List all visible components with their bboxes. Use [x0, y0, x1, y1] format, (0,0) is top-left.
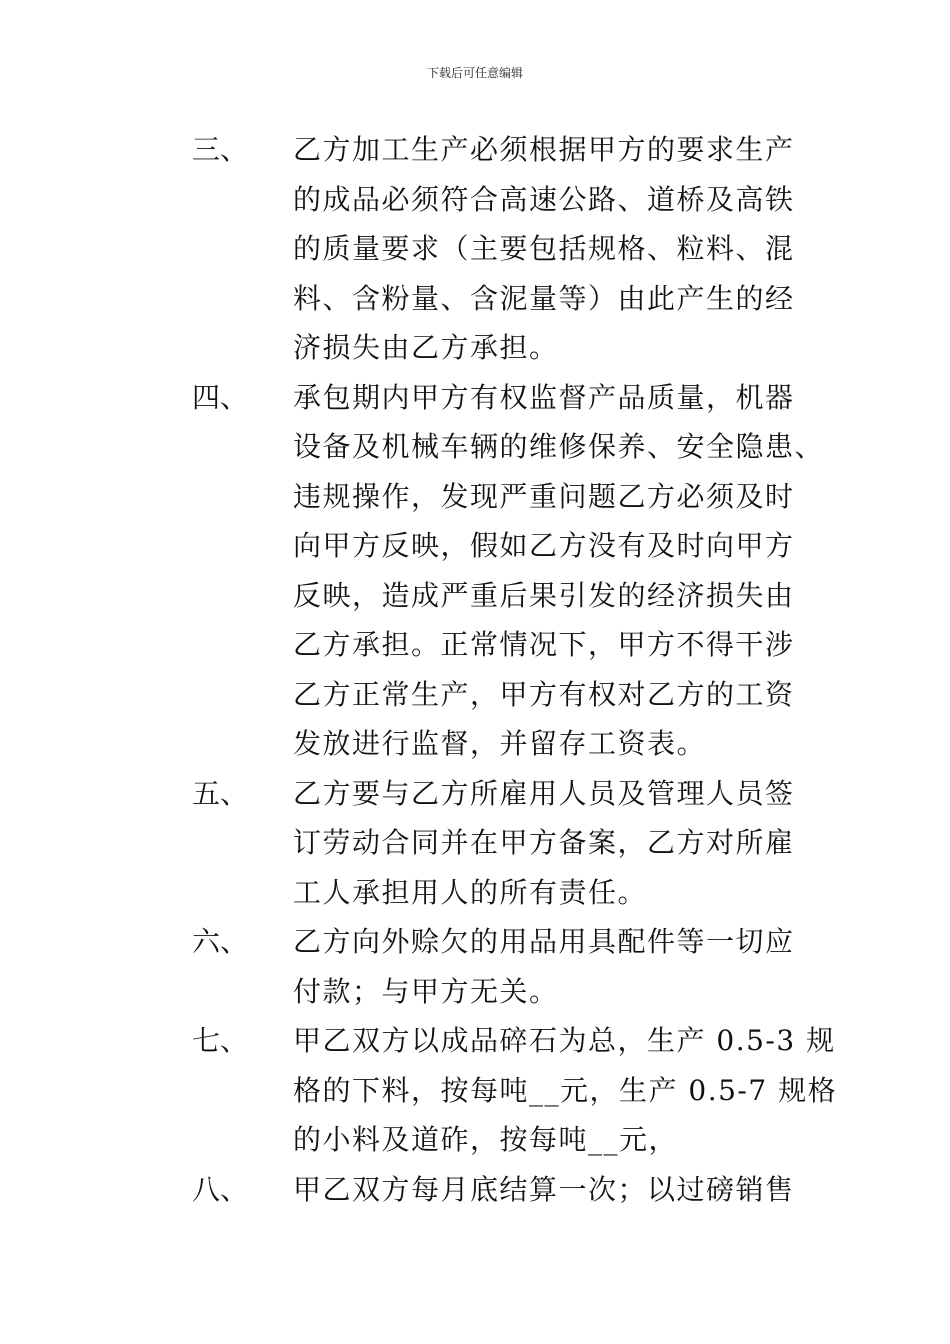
contract-clauses [0, 125, 950, 1214]
clause-line: 付款；与甲方无关。 [293, 974, 559, 1008]
clause-line: 乙方加工生产必须根据甲方的要求生产 [293, 133, 795, 166]
clause-line: 向甲方反映，假如乙方没有及时向甲方 [293, 529, 795, 562]
clause-line: 反映，造成严重后果引发的经济损失由 [293, 578, 795, 612]
clause-line: 的成品必须符合高速公路、道桥及高铁 [293, 182, 795, 216]
clause-line: 的质量要求（主要包括规格、粒料、混 [293, 232, 795, 265]
clause-number: 七、 [192, 1024, 249, 1057]
clause-line: 乙方向外赊欠的用品用具配件等一切应 [293, 925, 795, 958]
clause-4 [0, 373, 950, 769]
clause-number: 六、 [192, 925, 249, 958]
clause-number: 四、 [192, 380, 249, 414]
clause-line: 甲乙双方每月底结算一次；以过磅销售 [293, 1172, 795, 1206]
page-header: 下载后可任意编辑 [426, 66, 523, 80]
clause-body [293, 125, 833, 373]
clause-line: 乙方要与乙方所雇用人员及管理人员签 [293, 776, 795, 810]
clause-number: 五、 [192, 776, 249, 810]
clause-8 [0, 1165, 950, 1215]
clause-line: 订劳动合同并在甲方备案，乙方对所雇 [293, 826, 795, 859]
clause-3 [0, 125, 950, 373]
clause-line: 济损失由乙方承担。 [293, 331, 559, 364]
clause-body [293, 1165, 833, 1215]
clause-body [293, 373, 833, 769]
clause-line: 料、含粉量、含泥量等）由此产生的经 [293, 281, 795, 315]
clause-5 [0, 769, 950, 918]
clause-line: 工人承担用人的所有责任。 [293, 875, 648, 909]
clause-body [293, 1016, 838, 1165]
clause-line: 设备及机械车辆的维修保养、安全隐患、 [293, 430, 825, 463]
clause-line: 承包期内甲方有权监督产品质量，机器 [293, 380, 795, 414]
clause-line: 违规操作，发现严重问题乙方必须及时 [293, 479, 795, 513]
clause-7 [0, 1016, 950, 1165]
clause-line: 乙方承担。正常情况下，甲方不得干涉 [293, 628, 795, 661]
clause-number: 三、 [192, 133, 249, 166]
clause-body [293, 917, 833, 1016]
clause-line: 的小料及道砟，按每吨__元， [293, 1123, 679, 1156]
clause-line: 甲乙双方以成品碎石为总，生产 0.5-3 规 [293, 1024, 836, 1057]
clause-body [293, 769, 833, 918]
clause-number: 八、 [192, 1172, 249, 1206]
clause-line: 发放进行监督，并留存工资表。 [293, 727, 707, 760]
clause-6 [0, 917, 950, 1016]
clause-line: 乙方正常生产，甲方有权对乙方的工资 [293, 677, 795, 711]
clause-line: 格的下料，按每吨__元，生产 0.5-7 规格 [293, 1073, 838, 1107]
